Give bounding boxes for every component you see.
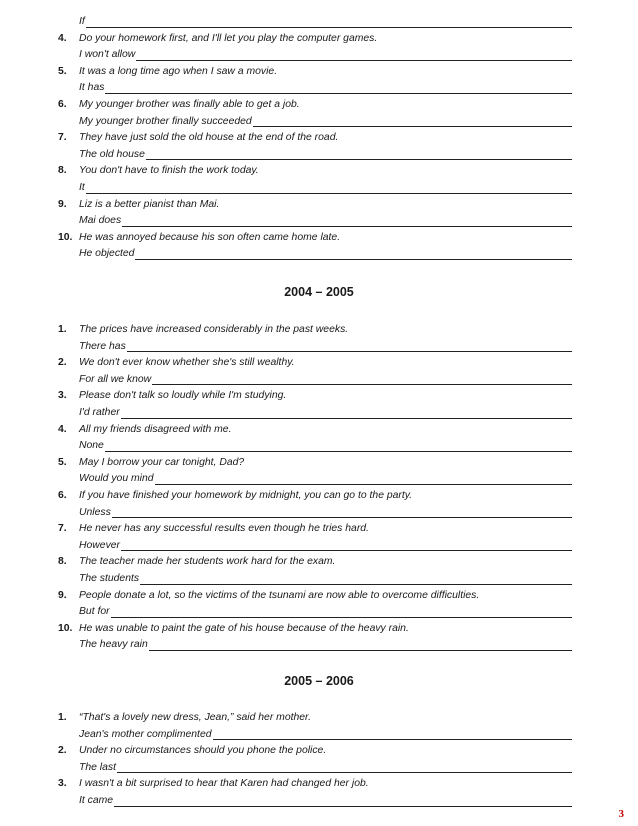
answer-line[interactable]: It came	[0, 793, 638, 810]
question-item: 6. If you have finished your homework by midnight, you can go to the party.	[58, 489, 413, 501]
answer-line[interactable]: Unless	[0, 505, 638, 522]
question-item: 4. All my friends disagreed with me.	[58, 423, 232, 435]
answer-line[interactable]: The last	[0, 760, 638, 777]
question-item: 7. They have just sold the old house at the end of the road.	[58, 132, 339, 144]
question-item: 7. He never has any successful results even though he tries hard.	[58, 523, 369, 535]
answer-line[interactable]: It	[0, 180, 638, 197]
exercise-list	[0, 322, 638, 654]
answer-line[interactable]: If	[0, 14, 638, 31]
question-item: 6. My younger brother was finally able to get a job.	[58, 98, 300, 110]
answer-line[interactable]: But for	[0, 604, 638, 621]
question-item: 1. “That's a lovely new dress, Jean,” said her mother.	[58, 712, 312, 723]
question-item: 5. It was a long time ago when I saw a movie.	[58, 65, 278, 77]
exercise-list-continued	[0, 14, 638, 263]
answer-line[interactable]: He objected	[0, 246, 638, 263]
question-item: 5. May I borrow your car tonight, Dad?	[58, 456, 245, 468]
answer-line[interactable]: The students	[0, 571, 638, 588]
answer-line[interactable]: The heavy rain	[0, 637, 638, 654]
question-item: 2. Under no circumstances should you phone the police.	[58, 745, 327, 757]
answer-line[interactable]: There has	[0, 339, 638, 356]
question-item: 10. He was annoyed because his son often came home late.	[58, 231, 341, 243]
question-item: 8. You don't have to finish the work today.	[58, 165, 259, 177]
question-item: 2. We don't ever know whether she's still wealthy.	[58, 357, 295, 369]
question-item: 9. Liz is a better pianist than Mai.	[58, 198, 220, 210]
answer-line[interactable]: It has	[0, 80, 638, 97]
question-item: 1. The prices have increased considerably in the past weeks.	[58, 324, 349, 335]
question-item: 8. The teacher made her students work hard for the exam.	[58, 556, 336, 568]
answer-line[interactable]: Mai does	[0, 213, 638, 230]
answer-line[interactable]: Jean's mother complimented	[0, 727, 638, 744]
page-number: 3	[618, 808, 624, 820]
answer-line[interactable]: I won't allow	[0, 47, 638, 64]
question-item: 9. People donate a lot, so the victims of the tsunami are now able to overcome difficulties.	[58, 589, 480, 601]
answer-line[interactable]: For all we know	[0, 372, 638, 389]
section-title: 2004 – 2005	[284, 285, 354, 299]
section-title: 2005 – 2006	[284, 674, 354, 688]
answer-line[interactable]: I'd rather	[0, 405, 638, 422]
answer-line[interactable]: My younger brother finally succeeded	[0, 114, 638, 131]
question-item: 3. I wasn't a bit surprised to hear that Karen had changed her job.	[58, 778, 369, 790]
answer-line[interactable]: The old house	[0, 147, 638, 164]
exercise-list	[0, 710, 638, 810]
answer-line[interactable]: Would you mind	[0, 471, 638, 488]
answer-line[interactable]: However	[0, 538, 638, 555]
answer-line[interactable]: None	[0, 438, 638, 455]
question-item: 3. Please don't talk so loudly while I'm studying.	[58, 390, 287, 402]
question-item: 4. Do your homework first, and I'll let you play the computer games.	[58, 32, 378, 44]
question-item: 10. He was unable to paint the gate of his house because of the heavy rain.	[58, 622, 409, 634]
